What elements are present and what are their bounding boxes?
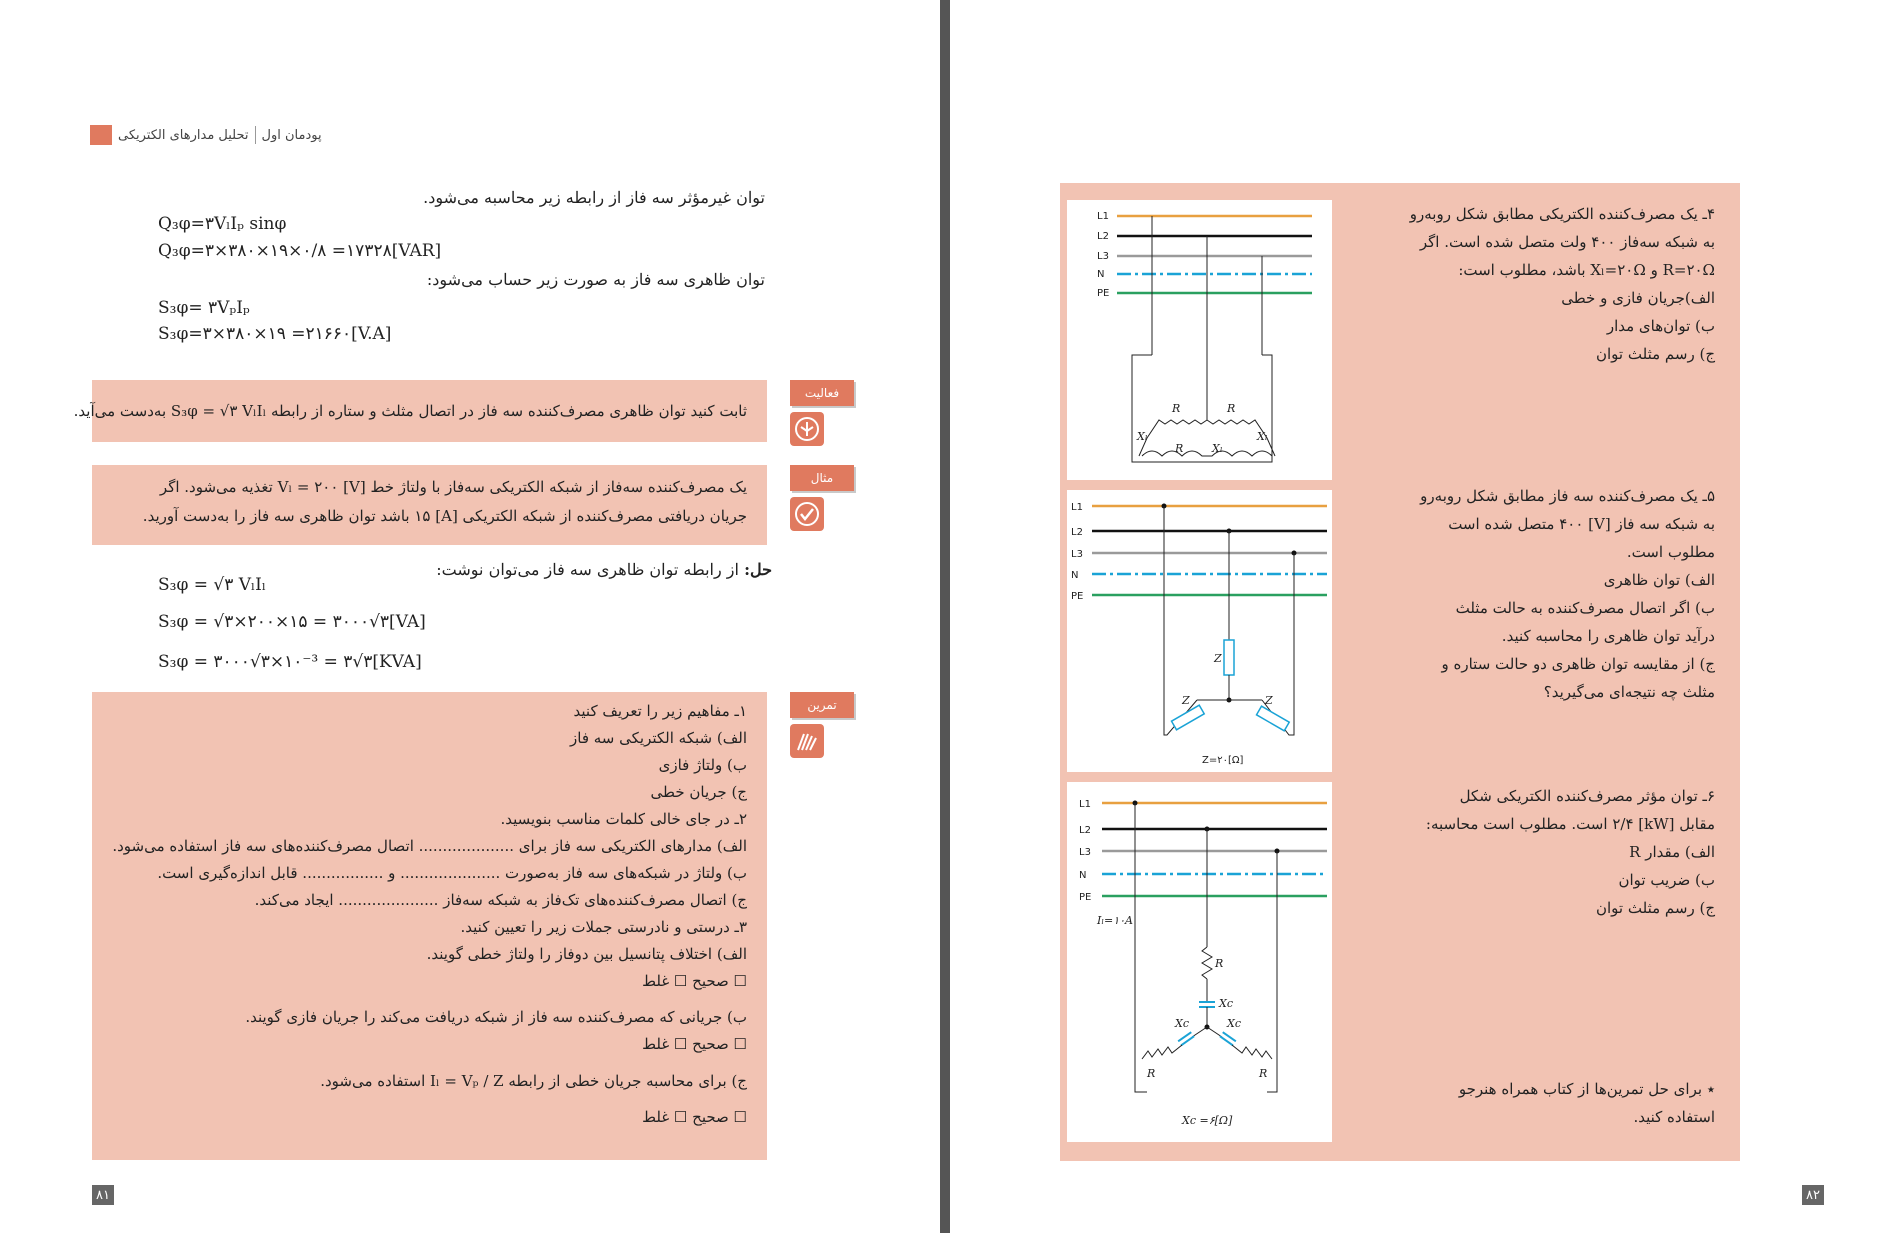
- exercise-box: [92, 692, 767, 1160]
- q4-line: به شبکه سه‌فاز ۴۰۰ ولت متصل شده است. اگر: [1419, 233, 1715, 251]
- exercise-line: ۳ـ درستی و نادرستی جملات زیر را تعیین کنید.: [460, 918, 747, 936]
- left-page: [0, 0, 940, 1233]
- q4-line: ج) رسم مثلث توان: [1596, 345, 1715, 363]
- q6-line: ۶ـ توان مؤثر مصرف‌کننده الکتریکی شکل: [1459, 787, 1715, 805]
- label-pe: PE: [1097, 288, 1110, 299]
- label-l3: L3: [1097, 251, 1109, 262]
- q5-line: ج) از مقایسه توان ظاهری دو حالت ستاره و: [1441, 655, 1715, 673]
- equation-s1: S₃φ= ۳VₚIₚ: [158, 298, 250, 318]
- exercise-line: ج) اتصال مصرف‌کننده‌های تک‌فاز به شبکه سه‌فاز ..................... ایجاد می‌کند.: [254, 891, 747, 909]
- footnote-line: استفاده کنید.: [1633, 1108, 1715, 1126]
- intro-apparent: توان ظاهری سه فاز به صورت زیر حساب می‌شود:: [426, 270, 765, 289]
- header-mark: [90, 125, 112, 145]
- q4-line: ب) توان‌های مدار: [1606, 317, 1715, 335]
- exercise-line: الف) اختلاف پتانسیل بین دوفاز را ولتاژ خطی گویند.: [426, 945, 747, 963]
- figure-delta-load: [1067, 200, 1332, 480]
- label-xc: Xc: [1227, 1017, 1241, 1030]
- label-xl: Xₗ: [1137, 430, 1148, 443]
- exercise-line: ۲ـ در جای خالی کلمات مناسب بنویسید.: [500, 810, 747, 828]
- solution-label: حل:: [744, 560, 772, 579]
- label-pe: PE: [1079, 892, 1092, 903]
- solution-eq-1: S₃φ = √۳ VₗIₗ: [158, 575, 267, 595]
- example-tag: مثال: [790, 465, 854, 491]
- label-l1: L1: [1097, 211, 1109, 222]
- q5-line: مطلوب است.: [1626, 543, 1715, 561]
- right-page: [955, 0, 1885, 1233]
- checkbox-row[interactable]: ☐ صحیح ☐ غلط: [642, 1108, 747, 1126]
- label-n: N: [1079, 870, 1087, 881]
- checkbox-row[interactable]: ☐ صحیح ☐ غلط: [642, 1035, 747, 1053]
- book-spine: [940, 0, 950, 1233]
- exercise-line: ب) ولتاژ در شبکه‌های سه فاز به‌صورت ..................... و ................. قابل اندازه‌گیری است.: [157, 864, 747, 882]
- q4-line: ۴ـ یک مصرف‌کننده الکتریکی مطابق شکل روبه‌رو: [1409, 205, 1715, 223]
- label-r: R: [1172, 402, 1181, 415]
- q5-line: ب) اگر اتصال مصرف‌کننده به حالت مثلث: [1455, 599, 1715, 617]
- label-z: Z: [1265, 694, 1273, 707]
- exercise-line: ج) برای محاسبه جریان خطی از رابطه Iₗ = Vₚ / Z استفاده می‌شود.: [320, 1072, 747, 1090]
- label-z-value: Z=۲۰[Ω]: [1202, 755, 1244, 766]
- label-n: N: [1071, 570, 1079, 581]
- q5-line: به شبکه سه فاز [V] ۴۰۰ متصل شده است: [1448, 515, 1715, 533]
- question-6: [1340, 782, 1715, 922]
- label-l1: L1: [1079, 799, 1091, 810]
- label-r: R: [1215, 957, 1224, 970]
- label-l2: L2: [1071, 527, 1083, 538]
- label-xl: Xₗ: [1257, 430, 1268, 443]
- header-divider: [255, 126, 256, 144]
- label-r: R: [1227, 402, 1236, 415]
- label-z: Z: [1214, 652, 1222, 665]
- equation-q2: Q₃φ=۳×۳۸۰×۱۹×۰/۸ =۱۷۳۲۸[VAR]: [158, 241, 442, 261]
- page-number-left: ۸۱: [92, 1185, 114, 1205]
- exercise-tag: تمرین: [790, 692, 854, 718]
- q5-line: الف) توان ظاهری: [1603, 571, 1715, 589]
- q4-line: الف)جریان فازی و خطی: [1561, 289, 1715, 307]
- example-box: [92, 465, 767, 545]
- solution-text: از رابطه توان ظاهری سه فاز می‌توان نوشت:: [436, 560, 739, 579]
- label-pe: PE: [1071, 591, 1084, 602]
- activity-icon: [790, 412, 824, 446]
- q6-line: ج) رسم مثلث توان: [1596, 899, 1715, 917]
- solution-heading: [436, 560, 772, 579]
- page-number-right: ۸۲: [1802, 1185, 1824, 1205]
- label-r: R: [1175, 442, 1184, 455]
- label-xl: Xₗ: [1212, 442, 1223, 455]
- exercise-line: الف) شبکه الکتریکی سه فاز: [570, 729, 747, 747]
- activity-box: [73, 380, 767, 442]
- q6-line: الف) مقدار R: [1629, 843, 1715, 861]
- label-l3: L3: [1079, 847, 1091, 858]
- q6-line: ب) ضریب توان: [1618, 871, 1715, 889]
- footnote-line: ٭ برای حل تمرین‌ها از کتاب همراه هنرجو: [1458, 1080, 1715, 1098]
- label-n: N: [1097, 269, 1105, 280]
- label-l2: L2: [1097, 231, 1109, 242]
- equation-q1: Q₃φ=۳VₗIₚ sinφ: [158, 214, 287, 234]
- exercise-line: الف) مدارهای الکتریکی سه فاز برای .................... اتصال مصرف‌کننده‌های سه فاز استفاده می‌شود.: [112, 837, 747, 855]
- page-header: [90, 125, 322, 145]
- q6-line: مقابل [kW] ۲/۴ است. مطلوب است محاسبه:: [1425, 815, 1715, 833]
- label-l2: L2: [1079, 825, 1091, 836]
- q5-line: درآید توان ظاهری را محاسبه کنید.: [1501, 627, 1715, 645]
- label-r: R: [1147, 1067, 1156, 1080]
- label-il-value: Iₗ=۱۰A: [1097, 914, 1133, 927]
- figure-rc-load: [1067, 782, 1332, 1142]
- module-title: پودمان اول: [261, 127, 322, 143]
- label-xc-value: Xc =۶[Ω]: [1182, 1114, 1233, 1127]
- exercise-line: ب) ولتاژ فازی: [658, 756, 747, 774]
- example-line-1: یک مصرف‌کننده سه‌فاز از شبکه الکتریکی سه‌فاز با ولتاژ خط [V] Vₗ = ۲۰۰ تغذیه می‌شود. اگر: [159, 478, 747, 496]
- activity-text: ثابت کنید توان ظاهری مصرف‌کننده سه فاز در اتصال مثلث و ستاره از رابطه S₃φ = √۳ VₗIₗ به‌دست می‌آید.: [73, 402, 747, 420]
- question-4: [1340, 200, 1715, 368]
- figure-star-z: [1067, 490, 1332, 772]
- exercise-icon: [790, 724, 824, 758]
- q4-line: R=۲۰Ω و Xₗ=۲۰Ω باشد، مطلوب است:: [1458, 261, 1715, 279]
- equation-s2: S₃φ=۳×۳۸۰×۱۹ =۲۱۶۶۰[V.A]: [158, 324, 392, 344]
- question-5: [1340, 482, 1715, 706]
- footnote: [1340, 1075, 1715, 1131]
- checkbox-row[interactable]: ☐ صحیح ☐ غلط: [642, 972, 747, 990]
- chapter-title: تحلیل مدارهای الکتریکی: [118, 127, 249, 143]
- activity-tag: فعالیت: [790, 380, 854, 406]
- exercise-line: ۱ـ مفاهیم زیر را تعریف کنید: [573, 702, 747, 720]
- example-icon: [790, 497, 824, 531]
- exercise-line: ج) جریان خطی: [650, 783, 747, 801]
- q5-line: مثلث چه نتیجه‌ای می‌گیرید؟: [1543, 683, 1715, 701]
- label-xc: Xc: [1219, 997, 1233, 1010]
- example-line-2: جریان دریافتی مصرف‌کننده از شبکه الکتریکی [A] ۱۵ باشد توان ظاهری سه فاز را به‌دست آورید.: [142, 507, 747, 525]
- exercise-line: ب) جریانی که مصرف‌کننده سه فاز از شبکه دریافت می‌کند را جریان فازی گویند.: [245, 1008, 747, 1026]
- solution-eq-3: S₃φ = ۳۰۰۰√۳×۱۰⁻³ = ۳√۳[KVA]: [158, 652, 422, 672]
- label-l3: L3: [1071, 549, 1083, 560]
- label-xc: Xc: [1175, 1017, 1189, 1030]
- label-l1: L1: [1071, 502, 1083, 513]
- label-z: Z: [1182, 694, 1190, 707]
- q5-line: ۵ـ یک مصرف‌کننده سه فاز مطابق شکل روبه‌رو: [1420, 487, 1715, 505]
- label-r: R: [1259, 1067, 1268, 1080]
- solution-eq-2: S₃φ = √۳×۲۰۰×۱۵ = ۳۰۰۰√۳[VA]: [158, 612, 426, 632]
- intro-reactive: توان غیرمؤثر سه فاز از رابطه زیر محاسبه می‌شود.: [423, 188, 765, 207]
